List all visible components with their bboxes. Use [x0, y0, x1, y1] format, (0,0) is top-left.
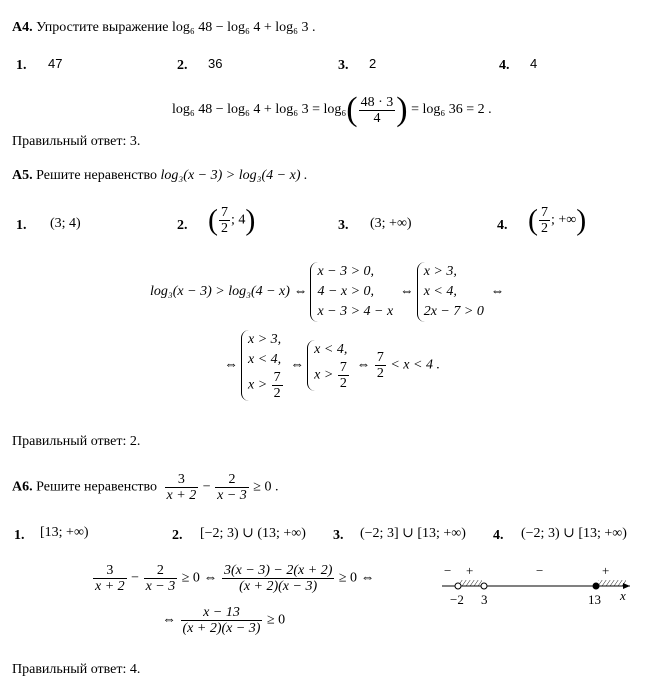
a5-equiv-4: ⇔ [224, 357, 238, 373]
a4-expression: log₆ 48 − log₆ 4 + log₆ 3 . [171, 20, 316, 35]
a6-frac-b-den: x − 3 [217, 488, 247, 503]
a5-option-1-num: 1. [16, 218, 27, 233]
a5-prompt: Решите неравенство [36, 168, 158, 183]
a5-option-2-value: ( $\frac{7}{2}$ ; 4) [208, 203, 256, 237]
a5-option-2-frac-num: 7 [221, 205, 228, 220]
a6-prompt: Решите неравенство [36, 479, 158, 495]
a6-solution-step2: ⇔ $\frac{x - 13}{(x + 2)(x - 3)}$ ≥ 0 [162, 605, 286, 636]
a5-option-4-value: ( $\frac{7}{2}$ ; +∞) [528, 203, 587, 237]
a4-option-4-value: 4 [530, 56, 538, 71]
a4-header [12, 20, 316, 36]
a4-label: А4. [12, 20, 33, 35]
a5-system-2: x > 3, x < 4, 2x − 7 > 0 [417, 262, 484, 322]
a5-final-frac-num: 7 [376, 350, 384, 365]
a6-label: А6. [12, 479, 33, 495]
a6-option-4-value: (−2; 3) ∪ [13; +∞) [521, 526, 627, 541]
a6-step2-end: ≥ 0 [266, 612, 286, 628]
a4-option-3-value: 2 [369, 56, 377, 71]
a6-step1-tail: ≥ 0 ⇔ [181, 570, 218, 586]
a6-option-2-num: 2. [172, 528, 183, 543]
a6-option-3-num: 3. [333, 528, 344, 543]
a4-option-4-num: 4. [499, 58, 510, 73]
a5-system-3: x > 3, x < 4, x > $\frac{7}{2}$ [241, 330, 284, 401]
a6-frac-a-num: 3 [165, 472, 199, 488]
a5-solution-line1 [150, 262, 504, 322]
hatch-interval-2 [598, 580, 626, 586]
a6-option-2-value: [−2; 3) ∪ (13; +∞) [200, 526, 306, 541]
a6-number-line [436, 560, 636, 610]
a6-step1-end: ≥ 0 ⇔ [338, 570, 375, 586]
a5-equiv-3: ⇔ [490, 284, 505, 300]
a6-tail: ≥ 0 . [253, 479, 279, 495]
a5-option-4-frac-den: 2 [541, 221, 548, 236]
a6-frac-b-num: 2 [215, 472, 249, 488]
a4-solution: log₆ 48 − log₆ 4 + log₆ 3 = log₆( $\frac{48 \cdot 3}{4}$ ) = log₆ 36 = 2 . [172, 91, 492, 128]
sign-2: + [466, 563, 474, 578]
a4-option-1-value: 47 [48, 56, 63, 71]
a5-equiv-2: ⇔ [399, 284, 414, 300]
a5-system-1: x − 3 > 0, 4 − x > 0, x − 3 > 4 − x [310, 262, 393, 322]
a4-answer: Правильный ответ: 3. [12, 134, 141, 149]
a5-option-4-num: 4. [497, 218, 508, 233]
a5-option-2-frac-den: 2 [221, 221, 228, 236]
a6-step2-num: x − 13 [181, 605, 263, 621]
sign-1: − [444, 563, 452, 578]
a4-option-1-num: 1. [16, 58, 27, 73]
point-3 [481, 583, 487, 589]
sign-3: − [536, 563, 544, 578]
a5-sol-lhs: log₃(x − 3) > log₃(4 − x) [150, 284, 290, 300]
a4-option-2-num: 2. [177, 58, 188, 73]
a5-option-1-value: (3; 4) [50, 216, 81, 231]
point-label-3: 3 [481, 592, 488, 607]
point-label-minus2: −2 [450, 592, 464, 607]
a4-solution-numerator: 48 · 3 [360, 94, 394, 110]
a4-solution-right: = log₆ 36 = 2 . [411, 102, 492, 118]
sign-4: + [602, 563, 610, 578]
a5-final-frac-den: 2 [376, 366, 384, 381]
a5-label: А5. [12, 168, 33, 183]
point-minus2 [455, 583, 461, 589]
a6-answer: Правильный ответ: 4. [12, 662, 141, 677]
a5-final-tail: < x < 4 . [390, 357, 440, 373]
a5-option-3-value: (3; +∞) [370, 216, 412, 231]
a6-option-1-num: 1. [14, 528, 25, 543]
a5-option-2-num: 2. [177, 218, 188, 233]
a4-solution-denominator: 4 [373, 110, 381, 126]
a4-solution-left: log₆ 48 − log₆ 4 + log₆ 3 = log₆ [172, 102, 347, 118]
a4-option-3-num: 3. [338, 58, 349, 73]
point-label-13: 13 [588, 592, 601, 607]
a6-option-1-value: [13; +∞) [40, 525, 89, 540]
a5-equiv-6: ⇔ [356, 357, 371, 373]
a5-equiv-1: ⇔ [293, 284, 308, 300]
a5-option-4-frac-num: 7 [541, 205, 548, 220]
a6-solution-step1: $\frac{3}{x + 2}$ − $\frac{2}{x - 3}$ ≥ 0 ⇔ $\frac{3(x - 3) - 2(x + 2)}{(x + 2)(x - 3)}$ ≥ 0 ⇔ [95, 563, 375, 594]
a5-header [12, 168, 307, 184]
a5-equiv-5: ⇔ [290, 357, 305, 373]
a6-step2-den: (x + 2)(x − 3) [182, 621, 261, 636]
a6-header [12, 472, 278, 503]
hatch-interval-1 [460, 580, 482, 586]
axis-var: x [620, 588, 626, 603]
a6-frac-a-den: x + 2 [166, 488, 197, 503]
point-13 [593, 583, 599, 589]
a5-system-4: x < 4, x > $\frac{7}{2}$ [307, 340, 350, 391]
a6-option-4-num: 4. [493, 528, 504, 543]
a6-step1-num: 3(x − 3) − 2(x + 2) [223, 563, 333, 578]
a6-option-3-value: (−2; 3] ∪ [13; +∞) [360, 526, 466, 541]
a5-option-3-num: 3. [338, 218, 349, 233]
a5-option-2-tail: ; 4 [231, 212, 246, 228]
a6-step1-den: (x + 2)(x − 3) [239, 579, 318, 594]
a5-expression: log₃(x − 3) > log₃(4 − x) . [160, 168, 308, 183]
a4-option-2-value: 36 [208, 56, 223, 71]
a6-minus: − [202, 479, 211, 495]
a4-prompt: Упростите выражение [36, 20, 169, 35]
a5-answer: Правильный ответ: 2. [12, 434, 141, 449]
a5-solution-line2 [224, 330, 440, 401]
a5-option-4-tail: ; +∞ [551, 212, 577, 228]
